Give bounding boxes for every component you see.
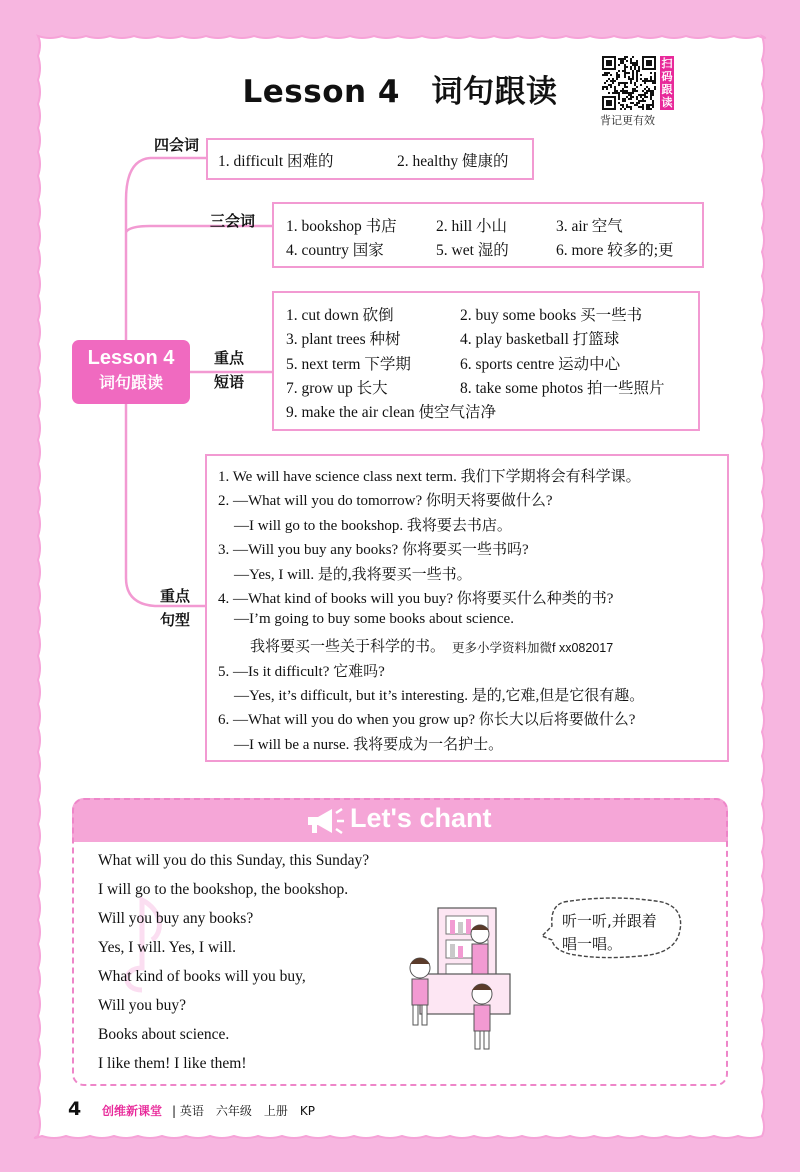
word-item: 2. hill 小山	[436, 218, 508, 235]
promo-note: 更多小学资料加微f xx082017	[452, 641, 614, 655]
phrase-item: 9. make the air clean 使空气洁净	[286, 404, 497, 421]
chant-line: I will go to the bookshop, the bookshop.	[98, 881, 349, 898]
center-title: Lesson 4	[87, 347, 175, 369]
sentence-line: 5. —Is it difficult? 它难吗?	[218, 664, 385, 680]
bubble-text-line1: 听一听,并跟着	[562, 912, 657, 930]
sentence-line: —I’m going to buy some books about science.	[234, 611, 514, 627]
sentence-line: 6. —What will you do when you grow up? 你长大以后将要做什么?	[218, 712, 636, 728]
word-item: 1. bookshop 书店	[286, 218, 397, 235]
four-skill-words-label: 四会词	[154, 136, 200, 154]
sentence-line: —I will be a nurse. 我将要成为一名护士。	[234, 737, 504, 753]
sentence-line: 1. We will have science class next term. 我们下学期将会有科学课。	[218, 469, 641, 485]
phrase-item: 1. cut down 砍倒	[286, 307, 394, 324]
word-item: 6. more 较多的;更	[556, 242, 674, 259]
sentence-line: 我将要买一些关于科学的书。	[250, 639, 446, 655]
chant-line: What kind of books will you buy,	[98, 968, 306, 985]
chant-line: Will you buy?	[98, 997, 187, 1014]
phrase-item: 2. buy some books 买一些书	[460, 307, 643, 324]
sentence-line: 4. —What kind of books will you buy? 你将要买什么种类的书?	[218, 591, 614, 607]
megaphone-icon	[302, 805, 346, 837]
three-skill-words-label: 三会词	[210, 212, 256, 230]
word-item: 1. difficult 困难的	[218, 153, 334, 170]
bubble-text-line2: 唱一唱。	[562, 935, 623, 953]
phrase-item: 5. next term 下学期	[286, 356, 411, 373]
key-sentences-label: 重点 句型	[160, 587, 191, 629]
phrase-item: 3. plant trees 种树	[286, 331, 401, 348]
word-item: 2. healthy 健康的	[397, 153, 509, 170]
chant-line: What will you do this Sunday, this Sunday?	[98, 852, 370, 869]
sentence-line: 3. —Will you buy any books? 你将要买一些书吗?	[218, 542, 529, 558]
chant-title: Let's chant	[350, 803, 492, 833]
footer-info: | 英语 六年级 上册 KP	[172, 1104, 315, 1118]
word-item: 3. air 空气	[556, 218, 623, 235]
page-number: 4	[68, 1098, 82, 1120]
chant-line: Will you buy any books?	[98, 910, 254, 927]
footer-brand: 创维新课堂	[102, 1104, 163, 1118]
center-subtitle: 词句跟读	[98, 373, 163, 392]
phrase-item: 7. grow up 长大	[286, 380, 388, 397]
qr-note: 背记更有效	[600, 114, 655, 127]
sentence-line: 2. —What will you do tomorrow? 你明天将要做什么?	[218, 493, 553, 509]
chant-line: I like them! I like them!	[98, 1055, 247, 1072]
word-item: 5. wet 湿的	[436, 242, 509, 259]
word-item: 4. country 国家	[286, 242, 384, 259]
chant-line: Yes, I will. Yes, I will.	[98, 939, 236, 956]
phrase-item: 8. take some photos 拍一些照片	[460, 380, 665, 397]
chant-line: Books about science.	[98, 1026, 230, 1043]
page-title: Lesson 4 词句跟读	[242, 74, 558, 110]
bookshop-illustration	[400, 900, 540, 1060]
phrase-item: 6. sports centre 运动中心	[460, 356, 621, 373]
mindmap-center-node	[72, 340, 190, 404]
phrase-item: 4. play basketball 打篮球	[460, 331, 620, 348]
key-phrases-label: 重点 短语	[214, 349, 245, 391]
sentence-line: —Yes, I will. 是的,我将要买一些书。	[234, 567, 472, 583]
sentence-line: —I will go to the bookshop. 我将要去书店。	[234, 518, 512, 534]
scan-label: 扫 码 跟 读	[661, 57, 673, 109]
sentence-line: —Yes, it’s difficult, but it’s interesting. 是的,它难,但是它很有趣。	[234, 688, 645, 704]
